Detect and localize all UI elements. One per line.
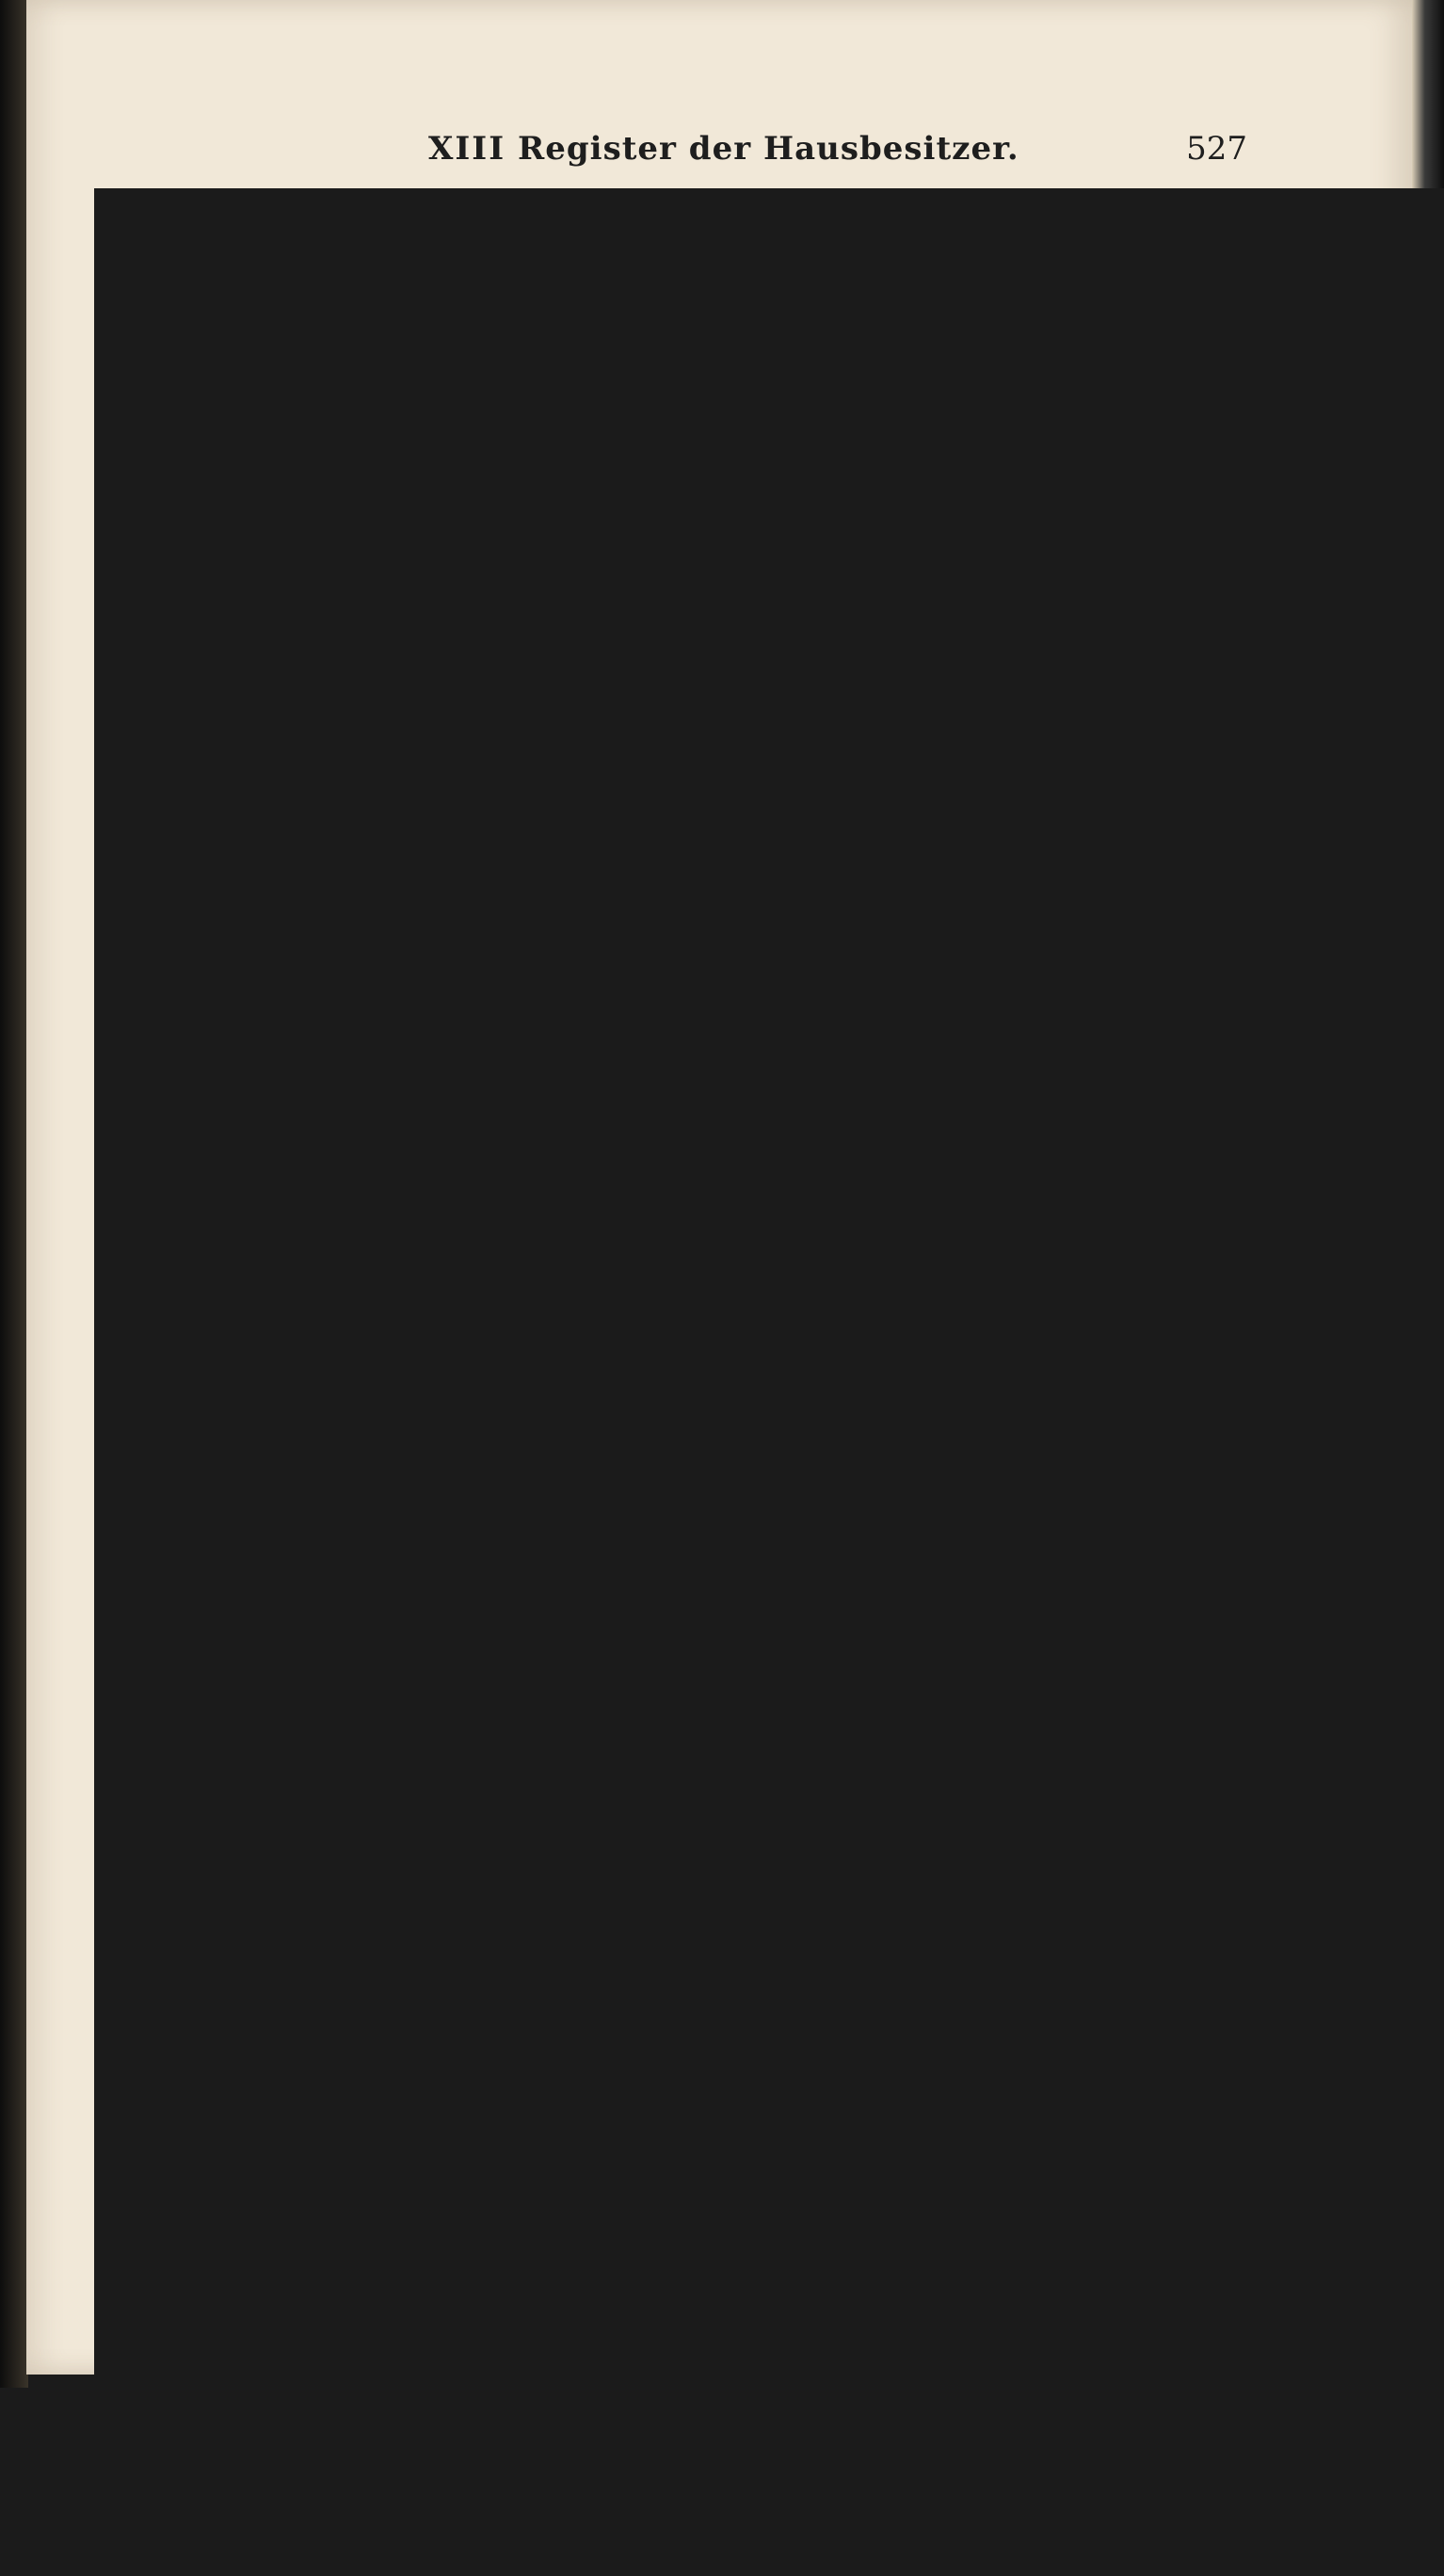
index-column-3 [871, 188, 1247, 2128]
index-column-2 [480, 188, 847, 2128]
index-entry [480, 1940, 847, 1980]
entry-page-ref [871, 188, 1444, 2576]
page-title: Register der Hausbesitzer. [518, 130, 1019, 168]
page-number: 527 [1186, 130, 1247, 168]
book-gutter [0, 0, 28, 2388]
chapter-roman-numeral: XIII [428, 130, 506, 168]
index-column-1 [94, 188, 457, 2128]
running-header [89, 130, 1247, 177]
index-entry [94, 2037, 457, 2076]
